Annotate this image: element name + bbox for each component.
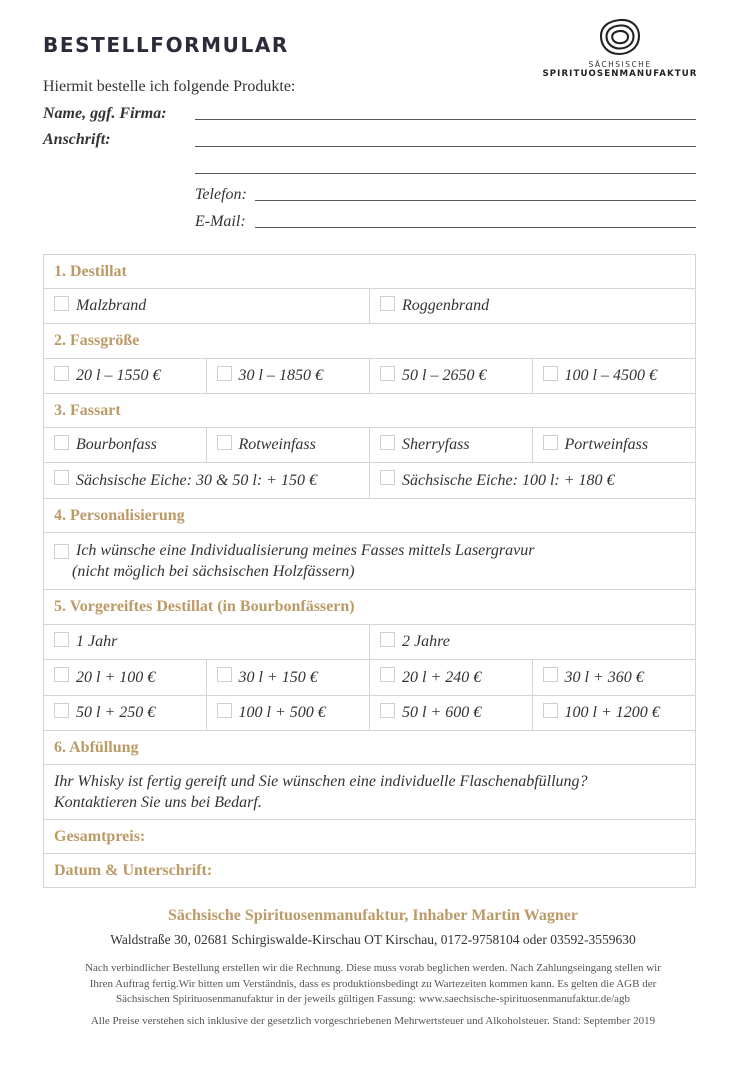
option-size-100l[interactable]: 100 l – 4500 € (533, 359, 696, 393)
vorgereift-row-1 (44, 660, 695, 696)
option-aged-100l-2y[interactable]: 100 l + 1200 € (533, 696, 696, 730)
section-destillat-heading: 1. Destillat (44, 255, 695, 289)
logo-text-line2: SPIRITUOSENMANUFAKTUR (542, 69, 698, 79)
checkbox[interactable] (380, 296, 395, 311)
brand-logo (540, 17, 700, 79)
personalisierung-option-row (44, 533, 695, 590)
option-rotweinfass[interactable]: Rotweinfass (207, 428, 371, 462)
option-roggenbrand[interactable]: Roggenbrand (370, 289, 695, 323)
checkbox[interactable] (54, 703, 69, 718)
gesamtpreis-field[interactable]: Gesamtpreis: (44, 820, 695, 854)
checkbox[interactable] (54, 632, 69, 647)
checkbox[interactable] (54, 470, 69, 485)
abfuellung-notice (44, 765, 695, 820)
destillat-options-row (44, 289, 695, 324)
abfuellung-text-line1: Ihr Whisky ist fertig gereift und Sie wünschen eine individuelle Flaschenabfüllung? (54, 773, 588, 790)
oak-options-row (44, 463, 695, 499)
abfuellung-text-line2: Kontaktieren Sie uns bei Bedarf. (54, 794, 262, 811)
name-field[interactable] (195, 119, 696, 120)
section-fassart-heading: 3. Fassart (44, 394, 695, 428)
checkbox[interactable] (543, 703, 558, 718)
vorgereift-years-row (44, 625, 695, 660)
checkbox[interactable] (54, 544, 69, 559)
checkbox[interactable] (380, 632, 395, 647)
section-personalisierung-heading: 4. Personalisierung (44, 499, 695, 533)
checkbox[interactable] (217, 435, 232, 450)
checkbox[interactable] (380, 667, 395, 682)
fassgroesse-options-row (44, 359, 695, 394)
option-1-jahr[interactable]: 1 Jahr (44, 625, 370, 659)
option-lasergravur[interactable]: Ich wünsche eine Individualisierung meines Fasses mittels Lasergravur (nicht möglich bei sächsischen Holzfässern) (44, 533, 695, 589)
checkbox[interactable] (54, 435, 69, 450)
option-oak-30-50l[interactable]: Sächsische Eiche: 30 & 50 l: + 150 € (44, 463, 370, 498)
address-label: Anschrift: (43, 131, 111, 148)
checkbox[interactable] (380, 435, 395, 450)
checkbox[interactable] (217, 366, 232, 381)
option-aged-30l-1y[interactable]: 30 l + 150 € (207, 660, 371, 695)
footer-address: Waldstraße 30, 02681 Schirgiswalde-Kirschau OT Kirschau, 0172-9758104 oder 03592-3559630 (110, 932, 636, 947)
option-2-jahre[interactable]: 2 Jahre (370, 625, 695, 659)
option-aged-100l-1y[interactable]: 100 l + 500 € (207, 696, 371, 730)
option-sherryfass[interactable]: Sherryfass (370, 428, 533, 462)
checkbox[interactable] (54, 667, 69, 682)
address-field-line1[interactable] (195, 146, 696, 147)
section-vorgereift-heading: 5. Vorgereiftes Destillat (in Bourbonfässern) (44, 590, 695, 625)
email-field[interactable] (255, 227, 696, 228)
order-form-table (43, 254, 696, 888)
option-aged-50l-1y[interactable]: 50 l + 250 € (44, 696, 207, 730)
footer-terms-line2: Ihren Auftrag fertig.Wir bitten um Verständnis, dass es produktionsbedingt zu Wartezeiten kommen kann. Es gelten die AGB der (89, 977, 657, 990)
email-label: E-Mail: (195, 213, 246, 230)
checkbox[interactable] (543, 366, 558, 381)
address-field-line2[interactable] (195, 173, 696, 174)
checkbox[interactable] (54, 296, 69, 311)
intro-text: Hiermit bestelle ich folgende Produkte: (43, 78, 296, 95)
option-aged-20l-1y[interactable]: 20 l + 100 € (44, 660, 207, 695)
section-fassgroesse-heading: 2. Fassgröße (44, 324, 695, 359)
option-size-20l[interactable]: 20 l – 1550 € (44, 359, 207, 393)
checkbox[interactable] (543, 435, 558, 450)
option-portweinfass[interactable]: Portweinfass (533, 428, 696, 462)
option-size-30l[interactable]: 30 l – 1850 € (207, 359, 371, 393)
phone-label: Telefon: (195, 186, 247, 203)
footer-terms-line1: Nach verbindlicher Bestellung erstellen wir die Rechnung. Diese muss vorab beglichen werden. Nach Zahlungseingang stellen wir (85, 962, 661, 974)
option-oak-100l[interactable]: Sächsische Eiche: 100 l: + 180 € (370, 463, 695, 498)
checkbox[interactable] (380, 703, 395, 718)
option-aged-30l-2y[interactable]: 30 l + 360 € (533, 660, 696, 695)
option-aged-50l-2y[interactable]: 50 l + 600 € (370, 696, 533, 730)
option-bourbonfass[interactable]: Bourbonfass (44, 428, 207, 462)
logo-text-line1: SÄCHSISCHE (588, 60, 652, 69)
page-title: BESTELLFORMULAR (43, 33, 289, 57)
fassart-options-row (44, 428, 695, 463)
option-size-50l[interactable]: 50 l – 2650 € (370, 359, 533, 393)
checkbox[interactable] (380, 470, 395, 485)
signature-field[interactable]: Datum & Unterschrift: (54, 861, 213, 879)
footer-terms (58, 961, 688, 1008)
checkbox[interactable] (217, 667, 232, 682)
checkbox[interactable] (380, 366, 395, 381)
checkbox[interactable] (543, 667, 558, 682)
option-malzbrand[interactable]: Malzbrand (44, 289, 370, 323)
option-aged-20l-2y[interactable]: 20 l + 240 € (370, 660, 533, 695)
footer-company: Sächsische Spirituosenmanufaktur, Inhaber Martin Wagner (168, 907, 578, 924)
section-abfuellung-heading: 6. Abfüllung (44, 731, 695, 765)
tree-rings-icon (598, 17, 642, 57)
footer-vat-note: Alle Preise verstehen sich inklusive der gesetzlich vorgeschriebenen Mehrwertsteuer und Alkoholsteuer. Stand: September 2019 (90, 1015, 656, 1027)
checkbox[interactable] (54, 366, 69, 381)
checkbox[interactable] (217, 703, 232, 718)
name-label: Name, ggf. Firma: (43, 105, 167, 122)
phone-field[interactable] (255, 200, 696, 201)
vorgereift-row-2 (44, 696, 695, 731)
footer-terms-line3: Sächsischen Spirituosenmanufaktur in der jeweils gültigen Fassung: www.saechsische-spirituosenmanufaktur.de/agb (115, 993, 631, 1005)
